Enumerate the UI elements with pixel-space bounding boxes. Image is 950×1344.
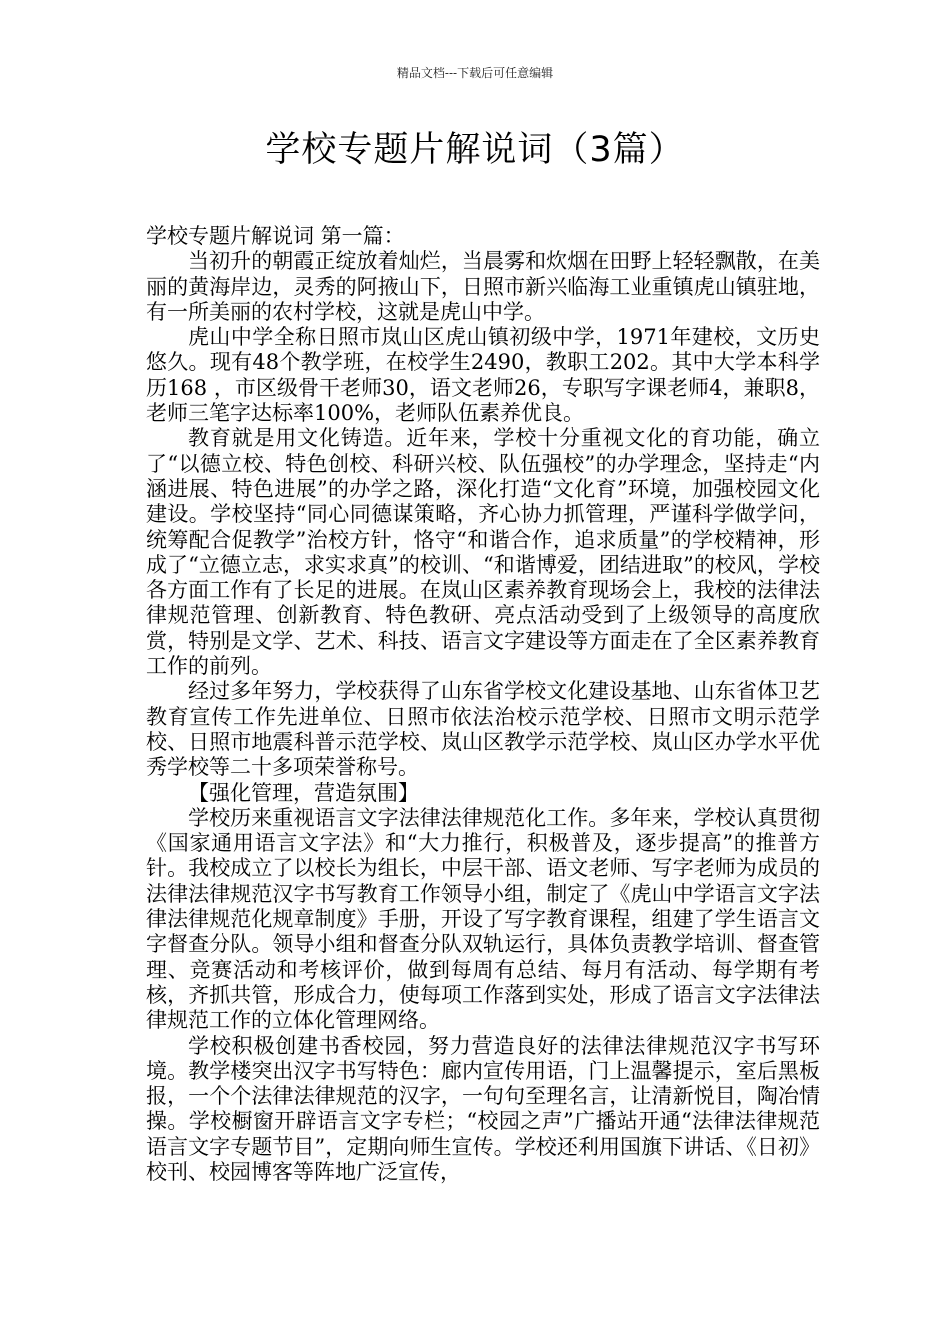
paragraph: 学校历来重视语言文字法律法律规范化工作。多年来，学校认真贯彻《国家通用语言文字法》和“大力推行，积极普及，逐步提高”的推普方针。我校成立了以校长为组长，中层干部、语文老师、写字老师为成员的法律法律规范汉字书写教育工作领导小组，制定了《虎山中学语言文字法律法律规范化规章制度》手册，开设了写字教育课程，组建了学生语言文字督查分队。领导小组和督查分队双轨运行，具体负责教学培训、督查管理、竞赛活动和考核评价，做到每周有总结、每月有活动、每学期有考核，齐抓共管，形成合力，使每项工作落到实处，形成了语言文字法律法律规范工作的立体化管理网络。 (146, 805, 820, 1033)
header-note: 精品文档---下载后可任意编辑 (396, 66, 554, 80)
section-heading: 学校专题片解说词 第一篇： (146, 224, 405, 248)
paragraph: 教育就是用文化铸造。近年来，学校十分重视文化的育功能，确立了“以德立校、特色创校、科研兴校、队伍强校”的办学理念，坚持走“内涵进展、特色进展”的办学之路，深化打造“文化育”环境，加强校园文化建设。学校坚持“同心同德谋策略，齐心协力抓管理，严谨科学做学问，统筹配合促教学”治校方针，恪守“和谐合作，追求质量”的学校精神，形成了“立德立志，求实求真”的校训、“和谐博爱，团结进取”的校风，学校各方面工作有了长足的进展。在岚山区素养教育现场会上，我校的法律法律规范管理、创新教育、特色教研、亮点活动受到了上级领导的高度欣赏，特别是文学、艺术、科技、语言文字建设等方面走在了全区素养教育工作的前列。 (146, 426, 820, 679)
paragraph: 经过多年努力，学校获得了山东省学校文化建设基地、山东省体卫艺教育宣传工作先进单位、日照市依法治校示范学校、日照市文明示范学校、日照市地震科普示范学校、岚山区教学示范学校、岚山区办学水平优秀学校等二十多项荣誉称号。 (146, 679, 820, 780)
document-title: 学校专题片解说词（3篇） (265, 130, 685, 170)
document-body (146, 224, 820, 1185)
subsection-heading: 【强化管理，营造氛围】 (188, 780, 419, 805)
paragraph: 学校积极创建书香校园，努力营造良好的法律法律规范汉字书写环境。教学楼突出汉字书写特色：廊内宣传用语，门上温馨提示，室后黑板报，一个个法律法律规范的汉字，一句句至理名言，让清新悦目，陶冶情操。学校橱窗开辟语言文字专栏；“校园之声”广播站开通“法律法律规范语言文字专题节目”，定期向师生宣传。学校还利用国旗下讲话、《日初》校刊、校园博客等阵地广泛宣传， (146, 1033, 820, 1184)
paragraph: 当初升的朝霞正绽放着灿烂，当晨雾和炊烟在田野上轻轻飘散，在美丽的黄海岸边，灵秀的阿掖山下，日照市新兴临海工业重镇虎山镇驻地，有一所美丽的农村学校，这就是虎山中学。 (146, 249, 820, 324)
paragraph: 虎山中学全称日照市岚山区虎山镇初级中学，1971年建校，文历史悠久。现有48个教学班，在校学生2490，教职工202。其中大学本科学历168 ，市区级骨干老师30，语文老师26，专职写字课老师4，兼职8，老师三笔字达标率100%，老师队伍素养优良。 (146, 325, 820, 426)
